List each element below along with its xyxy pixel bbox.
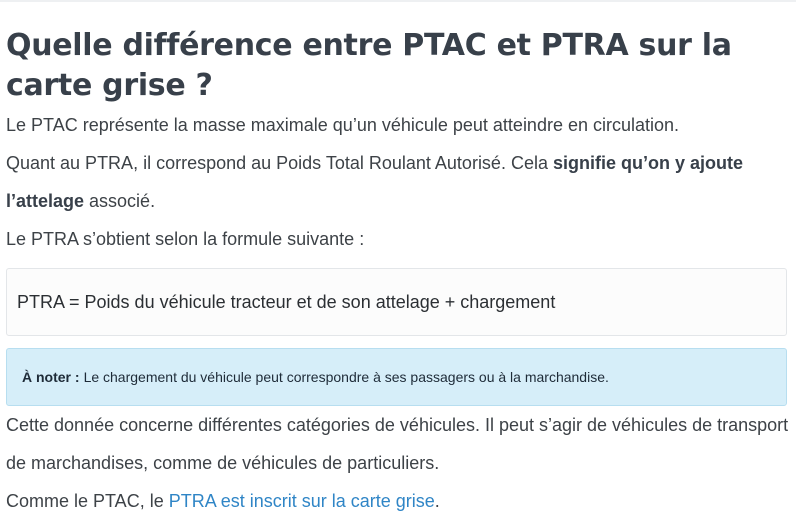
paragraph-carte-grise (6, 482, 792, 520)
paragraph-text: associé. (84, 191, 156, 211)
article-content (6, 0, 792, 520)
paragraph-text: . (434, 491, 440, 511)
formula-text: PTRA = Poids du véhicule tracteur et de son attelage + chargement (17, 291, 556, 312)
bold-emphasis: signifie qu’on y ajoute l’attelage (6, 153, 743, 211)
note-text: Le chargement du véhicule peut correspondre à ses passagers ou à la marchandise. (83, 369, 609, 385)
note-callout (6, 348, 787, 406)
note-label: À noter : (22, 369, 80, 385)
carte-grise-link[interactable]: PTRA est inscrit sur la carte grise (168, 491, 435, 511)
paragraph-vehicle-categories: Cette donnée concerne différentes catégories de véhicules. Il peut s’agir de véhicules de transport de marchandises, comme de véhicules de particuliers. (6, 415, 789, 473)
paragraph-formula-intro: Le PTRA s’obtient selon la formule suivante : (6, 229, 365, 249)
paragraph-ptac-definition: Le PTAC représente la masse maximale qu’un véhicule peut atteindre en circulation. (6, 115, 680, 135)
paragraph-ptra-definition (6, 144, 792, 220)
section-title: Quelle différence entre PTAC et PTRA sur la carte grise ? (6, 28, 732, 103)
paragraph-text: Comme le PTAC, le (6, 491, 169, 511)
formula-box (6, 268, 787, 336)
paragraph-text: Quant au PTRA, il correspond au Poids Total Roulant Autorisé. Cela (6, 153, 553, 173)
